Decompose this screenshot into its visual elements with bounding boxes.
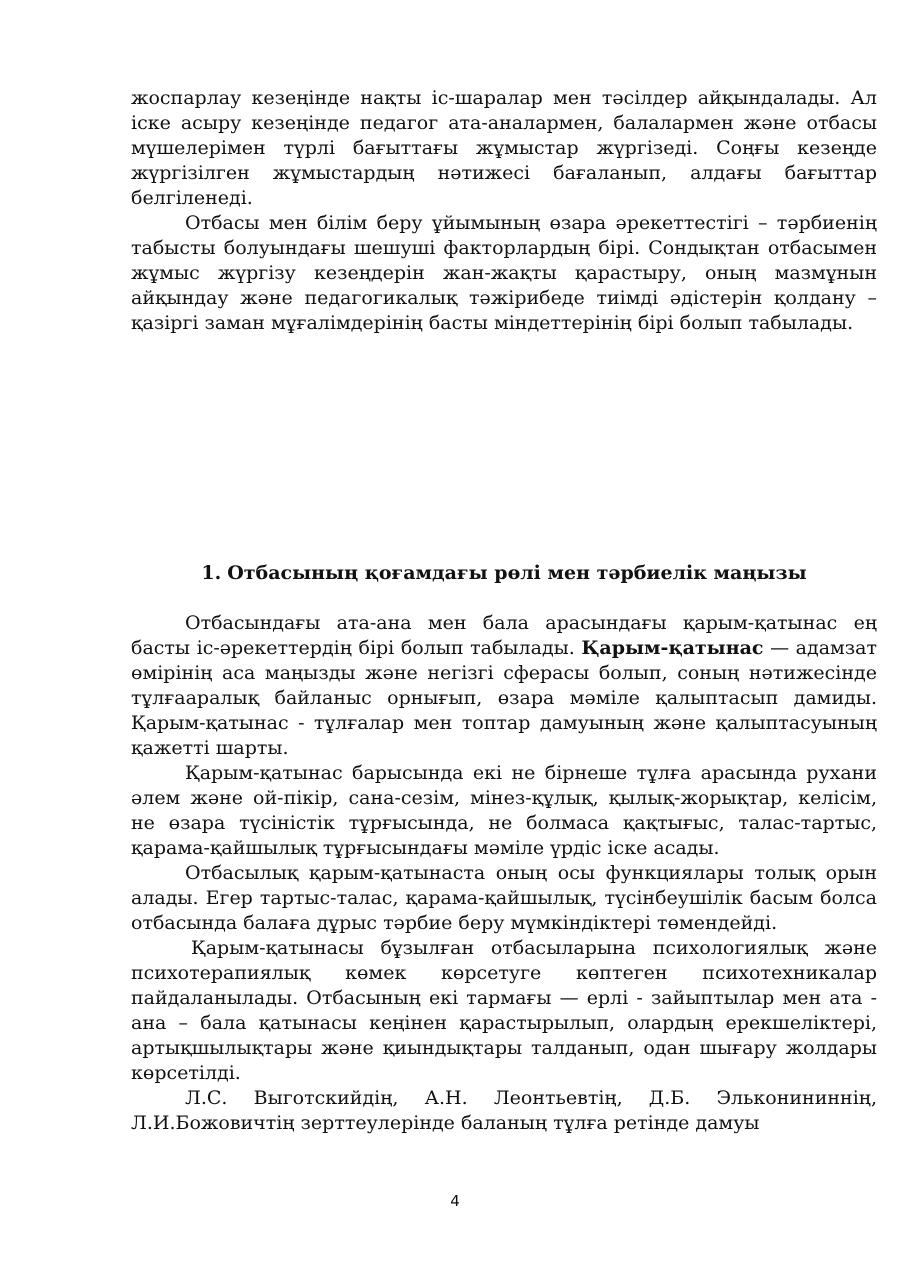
- intro-paragraph-1: жоспарлау кезеңінде нақты іс-шаралар мен тәсілдер айқындалады. Ал іске асыру кезеңінде педагог ата-аналармен, балалармен және отбасы мүшелерімен түрлі бағыттағы жұмыстар жүргізеді. Соңғы кезеңде жүргізілген жұмыстардың нәтижесі бағаланып, алдағы бағыттар белгіленеді.: [131, 87, 877, 209]
- section-body: [131, 611, 877, 1136]
- body-paragraph-3: Отбасылық қарым-қатынаста оның осы функциялары толық орын алады. Егер тартыс-талас, қарама-қайшылық, түсінбеушілік басым болса отбасында балаға дұрыс тәрбие беру мүмкіндіктері төмендейді.: [131, 862, 877, 934]
- section-number: 1.: [201, 562, 222, 584]
- term-bold: Қарым-қатынас: [581, 637, 764, 659]
- intro-paragraph-2: Отбасы мен білім беру ұйымының өзара әрекеттестігі – тәрбиенің табысты болуындағы шешуші факторлардың бірі. Сондықтан отбасымен жұмыс жүргізу кезеңдерін жан-жақты қарастыру, оның мазмұнын айқындау және педагогикалық тәжірибеде тиімді әдістерін қолдану – қазіргі заман мұғалімдерінің басты міндеттерінің бірі болып табылады.: [131, 212, 877, 334]
- body-paragraph-5: Л.С. Выготскийдің, А.Н. Леонтьевтің, Д.Б. Эльконининнің, Л.И.Божовичтің зерттеулерінде баланың тұлға ретінде дамуы: [131, 1087, 877, 1134]
- body-paragraph-2: Қарым-қатынас барысында екі не бірнеше тұлға арасында рухани әлем және ой-пікір, сана-сезім, мінез-құлық, қылық-жорықтар, келісім, не өзара түсіністік тұрғысында, не болмаса қақтығыс, талас-тартыс, қарама-қайшылық тұрғысындағы мәміле үрдіс іске асады.: [131, 762, 877, 859]
- body-paragraph-1-start: Отбасындағы ата-ана мен бала арасындағы қарым-қатынас ең басты іс-әрекеттердің бірі болып табылады.: [131, 612, 877, 659]
- page-number: 4: [450, 1192, 460, 1210]
- body-paragraph-1-end: — адамзат өмірінің аса маңызды және негізгі сферасы болып, соның нәтижесінде тұлғааралық байланыс орнығып, өзара мәміле қалыптасып дамиды. Қарым-қатынас - тұлғалар мен топтар дамуының және қалыптасуының қажетті шарты.: [131, 637, 878, 759]
- body-paragraph-4: Қарым-қатынасы бұзылған отбасыларына психологиялық және психотерапиялық көмек көрсетуге көптеген психотехникалар пайдаланылады. Отбасының екі тармағы — ерлі - зайыптылар мен ата - ана – бала қатынасы кеңінен қарастырылып, олардың ерекшеліктері, артықшылықтары және қиындықтары талданып, одан шығару жолдары көрсетілді.: [131, 937, 877, 1084]
- body-paragraph-1: [131, 611, 877, 761]
- intro-text: [131, 86, 877, 336]
- section-heading: [131, 561, 877, 586]
- section-title: Отбасының қоғамдағы рөлі мен тәрбиелік маңызы: [227, 562, 807, 584]
